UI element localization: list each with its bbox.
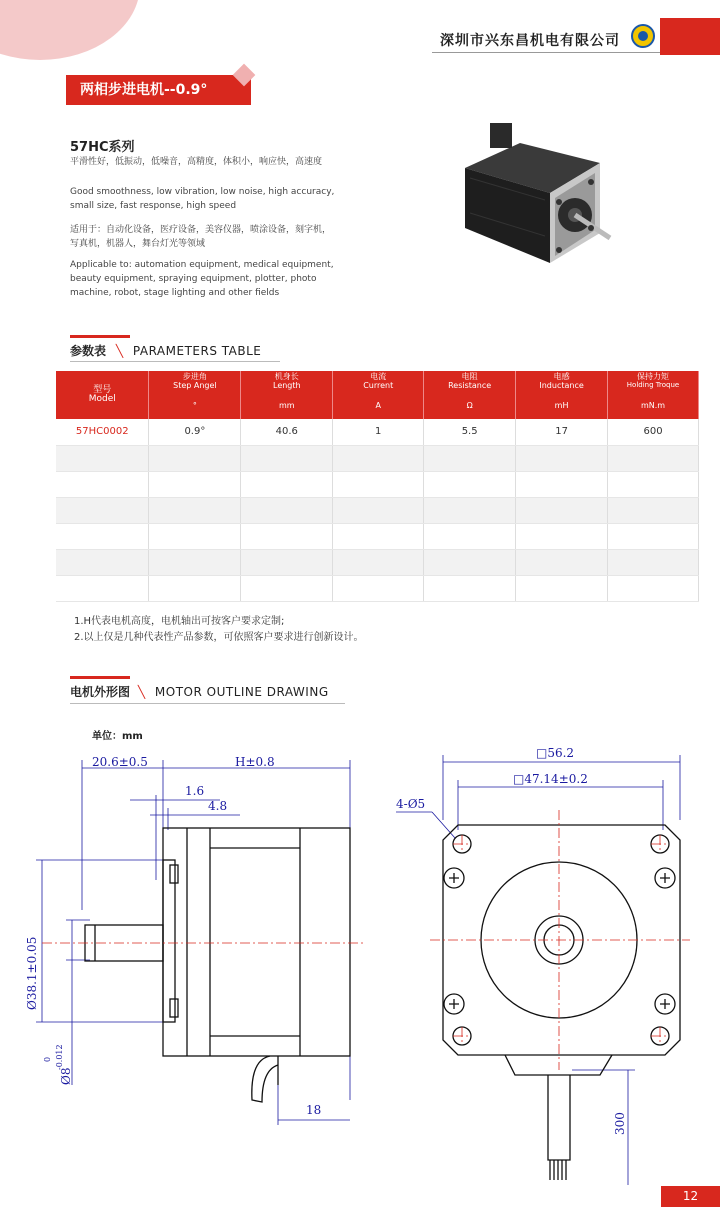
dim-frame-size: □56.2 <box>536 746 575 760</box>
decorative-corner <box>0 0 140 60</box>
dim-shaft-length: 20.6±0.5 <box>92 755 148 769</box>
side-view <box>85 828 350 1102</box>
unit-step-angle: ° <box>149 392 241 419</box>
unit-label: 单位：mm <box>92 731 143 742</box>
parameters-table <box>56 371 699 602</box>
notes <box>74 614 364 646</box>
apps-en-line1: Applicable to: automation equipment, medical equipment, <box>70 260 334 270</box>
params-heading-en: PARAMETERS TABLE <box>132 344 262 358</box>
drawing-section-heading: 电机外形图 ╲ MOTOR OUTLINE DRAWING <box>70 685 329 699</box>
dim-cable-exit: 18 <box>306 1103 322 1117</box>
dim-shaft-diameter: Ø8 <box>59 1067 73 1085</box>
header-accent-block <box>660 18 720 55</box>
table-cell: 40.6 <box>241 419 333 445</box>
features-en-line2: small size, fast response, high speed <box>70 201 237 211</box>
features-cn: 平滑性好，低振动，低噪音，高精度，体积小，响应快，高速度 <box>70 157 323 167</box>
header-resistance: 电阻 Resistance <box>424 371 516 392</box>
dim-boss-diameter: Ø38.1±0.05 <box>25 936 39 1010</box>
table-cell: 57HC0002 <box>56 419 149 445</box>
motor-product-image <box>460 118 620 268</box>
features-en-line1: Good smoothness, low vibration, low noise, high accuracy, <box>70 187 335 197</box>
table-row-empty <box>56 575 699 601</box>
apps-en-line3: machine, robot, stage lighting and other fields <box>70 288 280 298</box>
drawing-heading-cn: 电机外形图 <box>70 685 131 699</box>
page-number: 12 <box>661 1186 720 1207</box>
table-cell: 17 <box>516 419 608 445</box>
note-line1: 1.H代表电机高度，电机轴出可按客户要求定制; <box>74 616 285 627</box>
company-logo-icon <box>631 24 655 48</box>
front-view <box>443 825 680 1180</box>
dim-shaft-tol-lower: -0.012 <box>55 1044 64 1070</box>
unit-holding-torque: mN.m <box>608 392 699 419</box>
apps-cn-line1: 适用于：自动化设备，医疗设备，美容仪器，喷涂设备，刻字机， <box>70 225 332 235</box>
unit-length: mm <box>241 392 333 419</box>
motor-outline-drawing <box>0 740 720 1185</box>
table-cell: 5.5 <box>424 419 516 445</box>
table-row-empty <box>56 471 699 497</box>
dim-mount-holes: 4-Ø5 <box>396 797 426 811</box>
header-current: 电流 Current <box>333 371 424 392</box>
table-row-empty <box>56 497 699 523</box>
header-inductance: 电感 Inductance <box>516 371 608 392</box>
header-length: 机身长 Length <box>241 371 333 392</box>
dim-shaft-tol-upper: 0 <box>43 1056 52 1062</box>
table-row-empty <box>56 445 699 471</box>
table-cell: 1 <box>333 419 424 445</box>
page-title: 两相步进电机--0.9° <box>66 75 251 105</box>
unit-current: A <box>333 392 424 419</box>
header-divider <box>432 52 660 53</box>
dim-flange-1: 1.6 <box>185 784 205 798</box>
note-line2: 2.以上仅是几种代表性产品参数，可依照客户要求进行创新设计。 <box>74 632 364 643</box>
table-row <box>56 419 699 445</box>
unit-inductance: mH <box>516 392 608 419</box>
dim-body-length: H±0.8 <box>235 755 275 769</box>
drawing-heading-underline <box>70 703 345 704</box>
apps-cn-line2: 写真机，机器人，舞台灯光等领域 <box>70 239 206 249</box>
table-row-empty <box>56 523 699 549</box>
params-section-heading: 参数表 ╲ PARAMETERS TABLE <box>70 344 262 358</box>
header-step-angle: 步进角 Step Angel <box>149 371 241 392</box>
dim-flange-2: 4.8 <box>208 799 228 813</box>
series-title: 57HC系列 <box>70 140 135 155</box>
table-cell: 600 <box>608 419 699 445</box>
unit-resistance: Ω <box>424 392 516 419</box>
header-holding-torque: 保持力矩 Holding Troque <box>608 371 699 392</box>
params-heading-cn: 参数表 <box>70 344 107 358</box>
dim-lead-length: 300 <box>613 1112 627 1135</box>
company-name: 深圳市兴东昌机电有限公司 <box>440 33 620 49</box>
table-cell: 0.9° <box>149 419 241 445</box>
params-heading-underline <box>70 361 280 362</box>
dim-hole-pitch: □47.14±0.2 <box>513 772 588 786</box>
apps-en-line2: beauty equipment, spraying equipment, plotter, photo <box>70 274 317 284</box>
drawing-heading-accent <box>70 676 130 679</box>
params-heading-accent <box>70 335 130 338</box>
table-row-empty <box>56 549 699 575</box>
header-model: 型号 Model <box>56 371 149 419</box>
drawing-heading-en: MOTOR OUTLINE DRAWING <box>154 685 329 699</box>
